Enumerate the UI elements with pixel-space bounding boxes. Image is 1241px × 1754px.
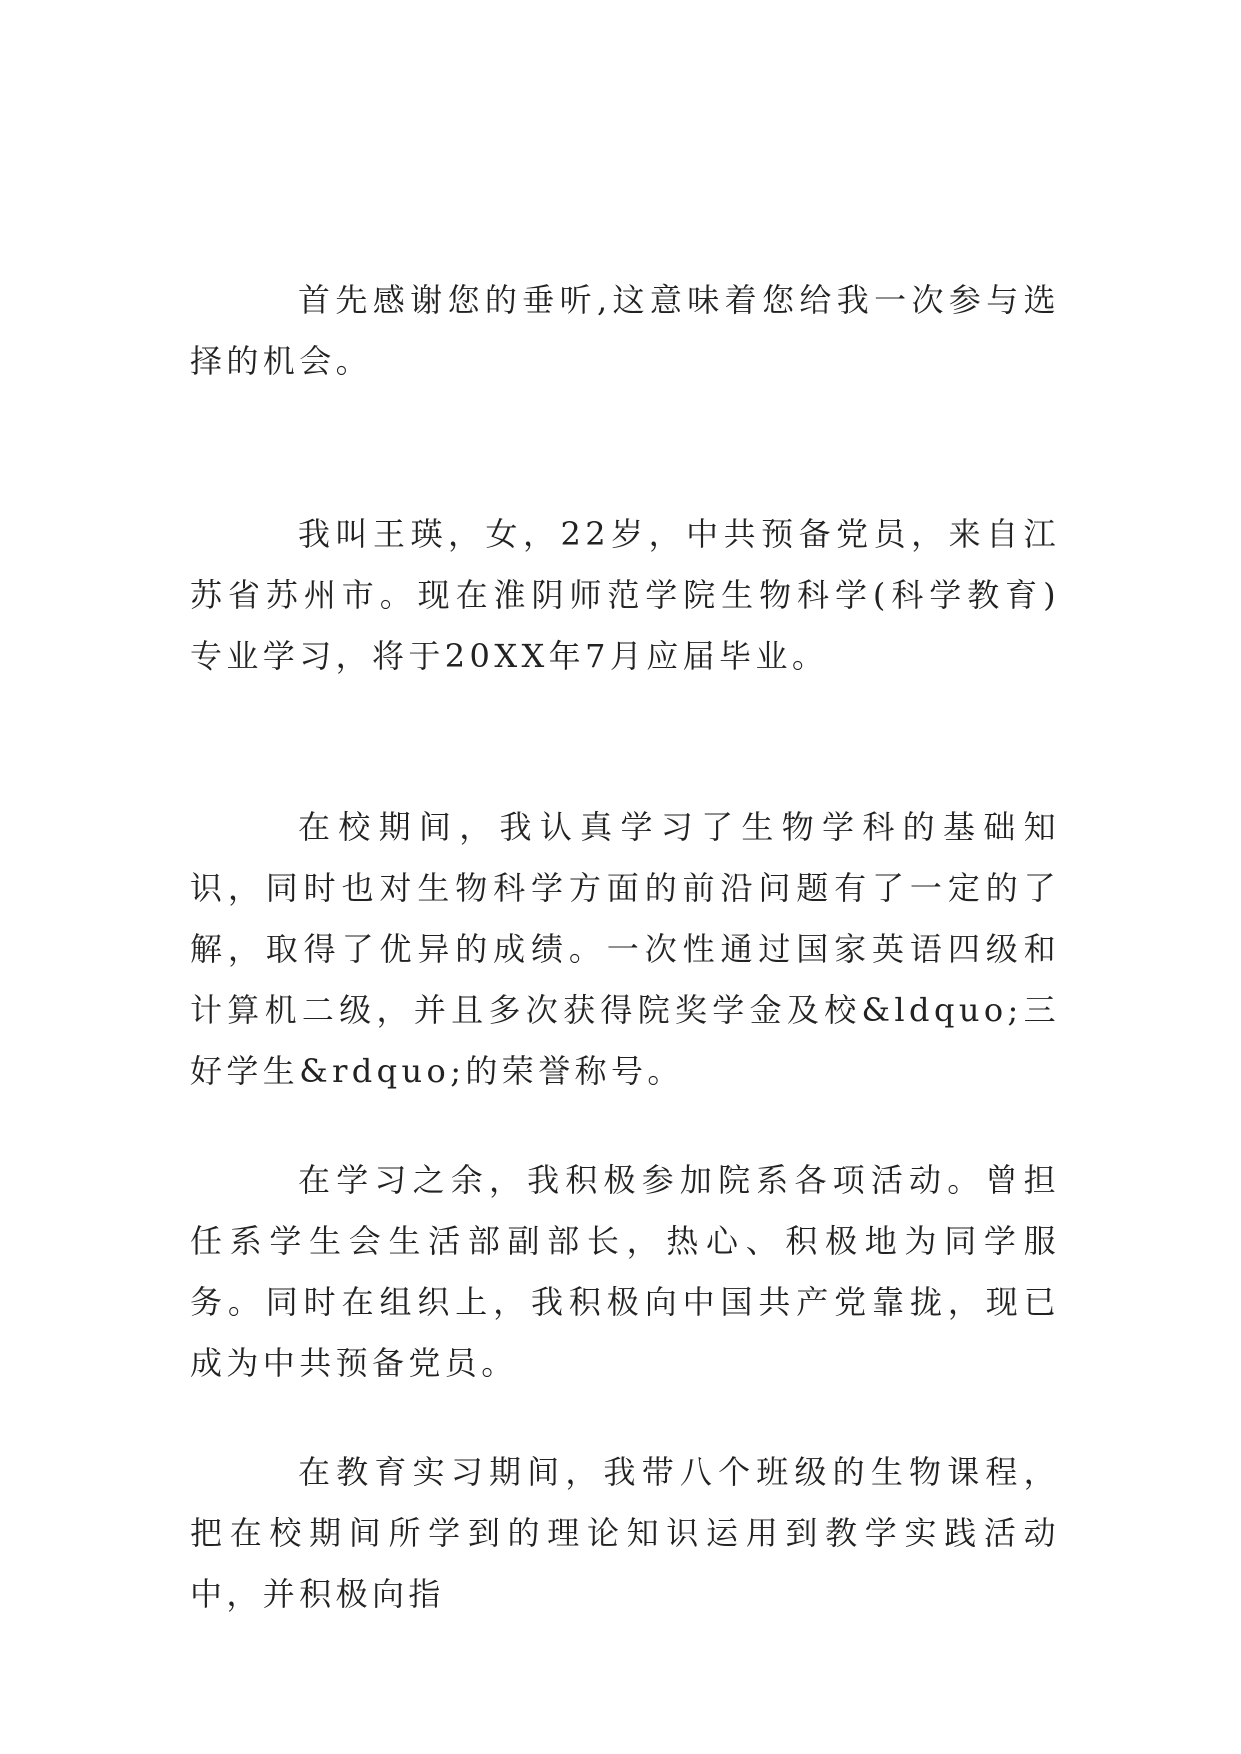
paragraph-personal-info: 我叫王瑛，女，22岁，中共预备党员，来自江苏省苏州市。现在淮阴师范学院生物科学(科学教育)专业学习，将于20XX年7月应届毕业。	[190, 515, 1060, 675]
paragraph-academics: 在校期间，我认真学习了生物学科的基础知识，同时也对生物科学方面的前沿问题有了一定的了解，取得了优异的成绩。一次性通过国家英语四级和计算机二级，并且多次获得院奖学金及校&ldquo;三好学生&rdquo;的荣誉称号。	[190, 808, 1060, 1090]
paragraph-internship: 在教育实习期间，我带八个班级的生物课程，把在校期间所学到的理论知识运用到教学实践活动中，并积极向指	[190, 1453, 1060, 1613]
paragraph-activities: 在学习之余，我积极参加院系各项活动。曾担任系学生会生活部副部长，热心、积极地为同学服务。同时在组织上，我积极向中国共产党靠拢，现已成为中共预备党员。	[190, 1161, 1060, 1382]
paragraph-gratitude: 首先感谢您的垂听,这意味着您给我一次参与选择的机会。	[190, 281, 1060, 380]
